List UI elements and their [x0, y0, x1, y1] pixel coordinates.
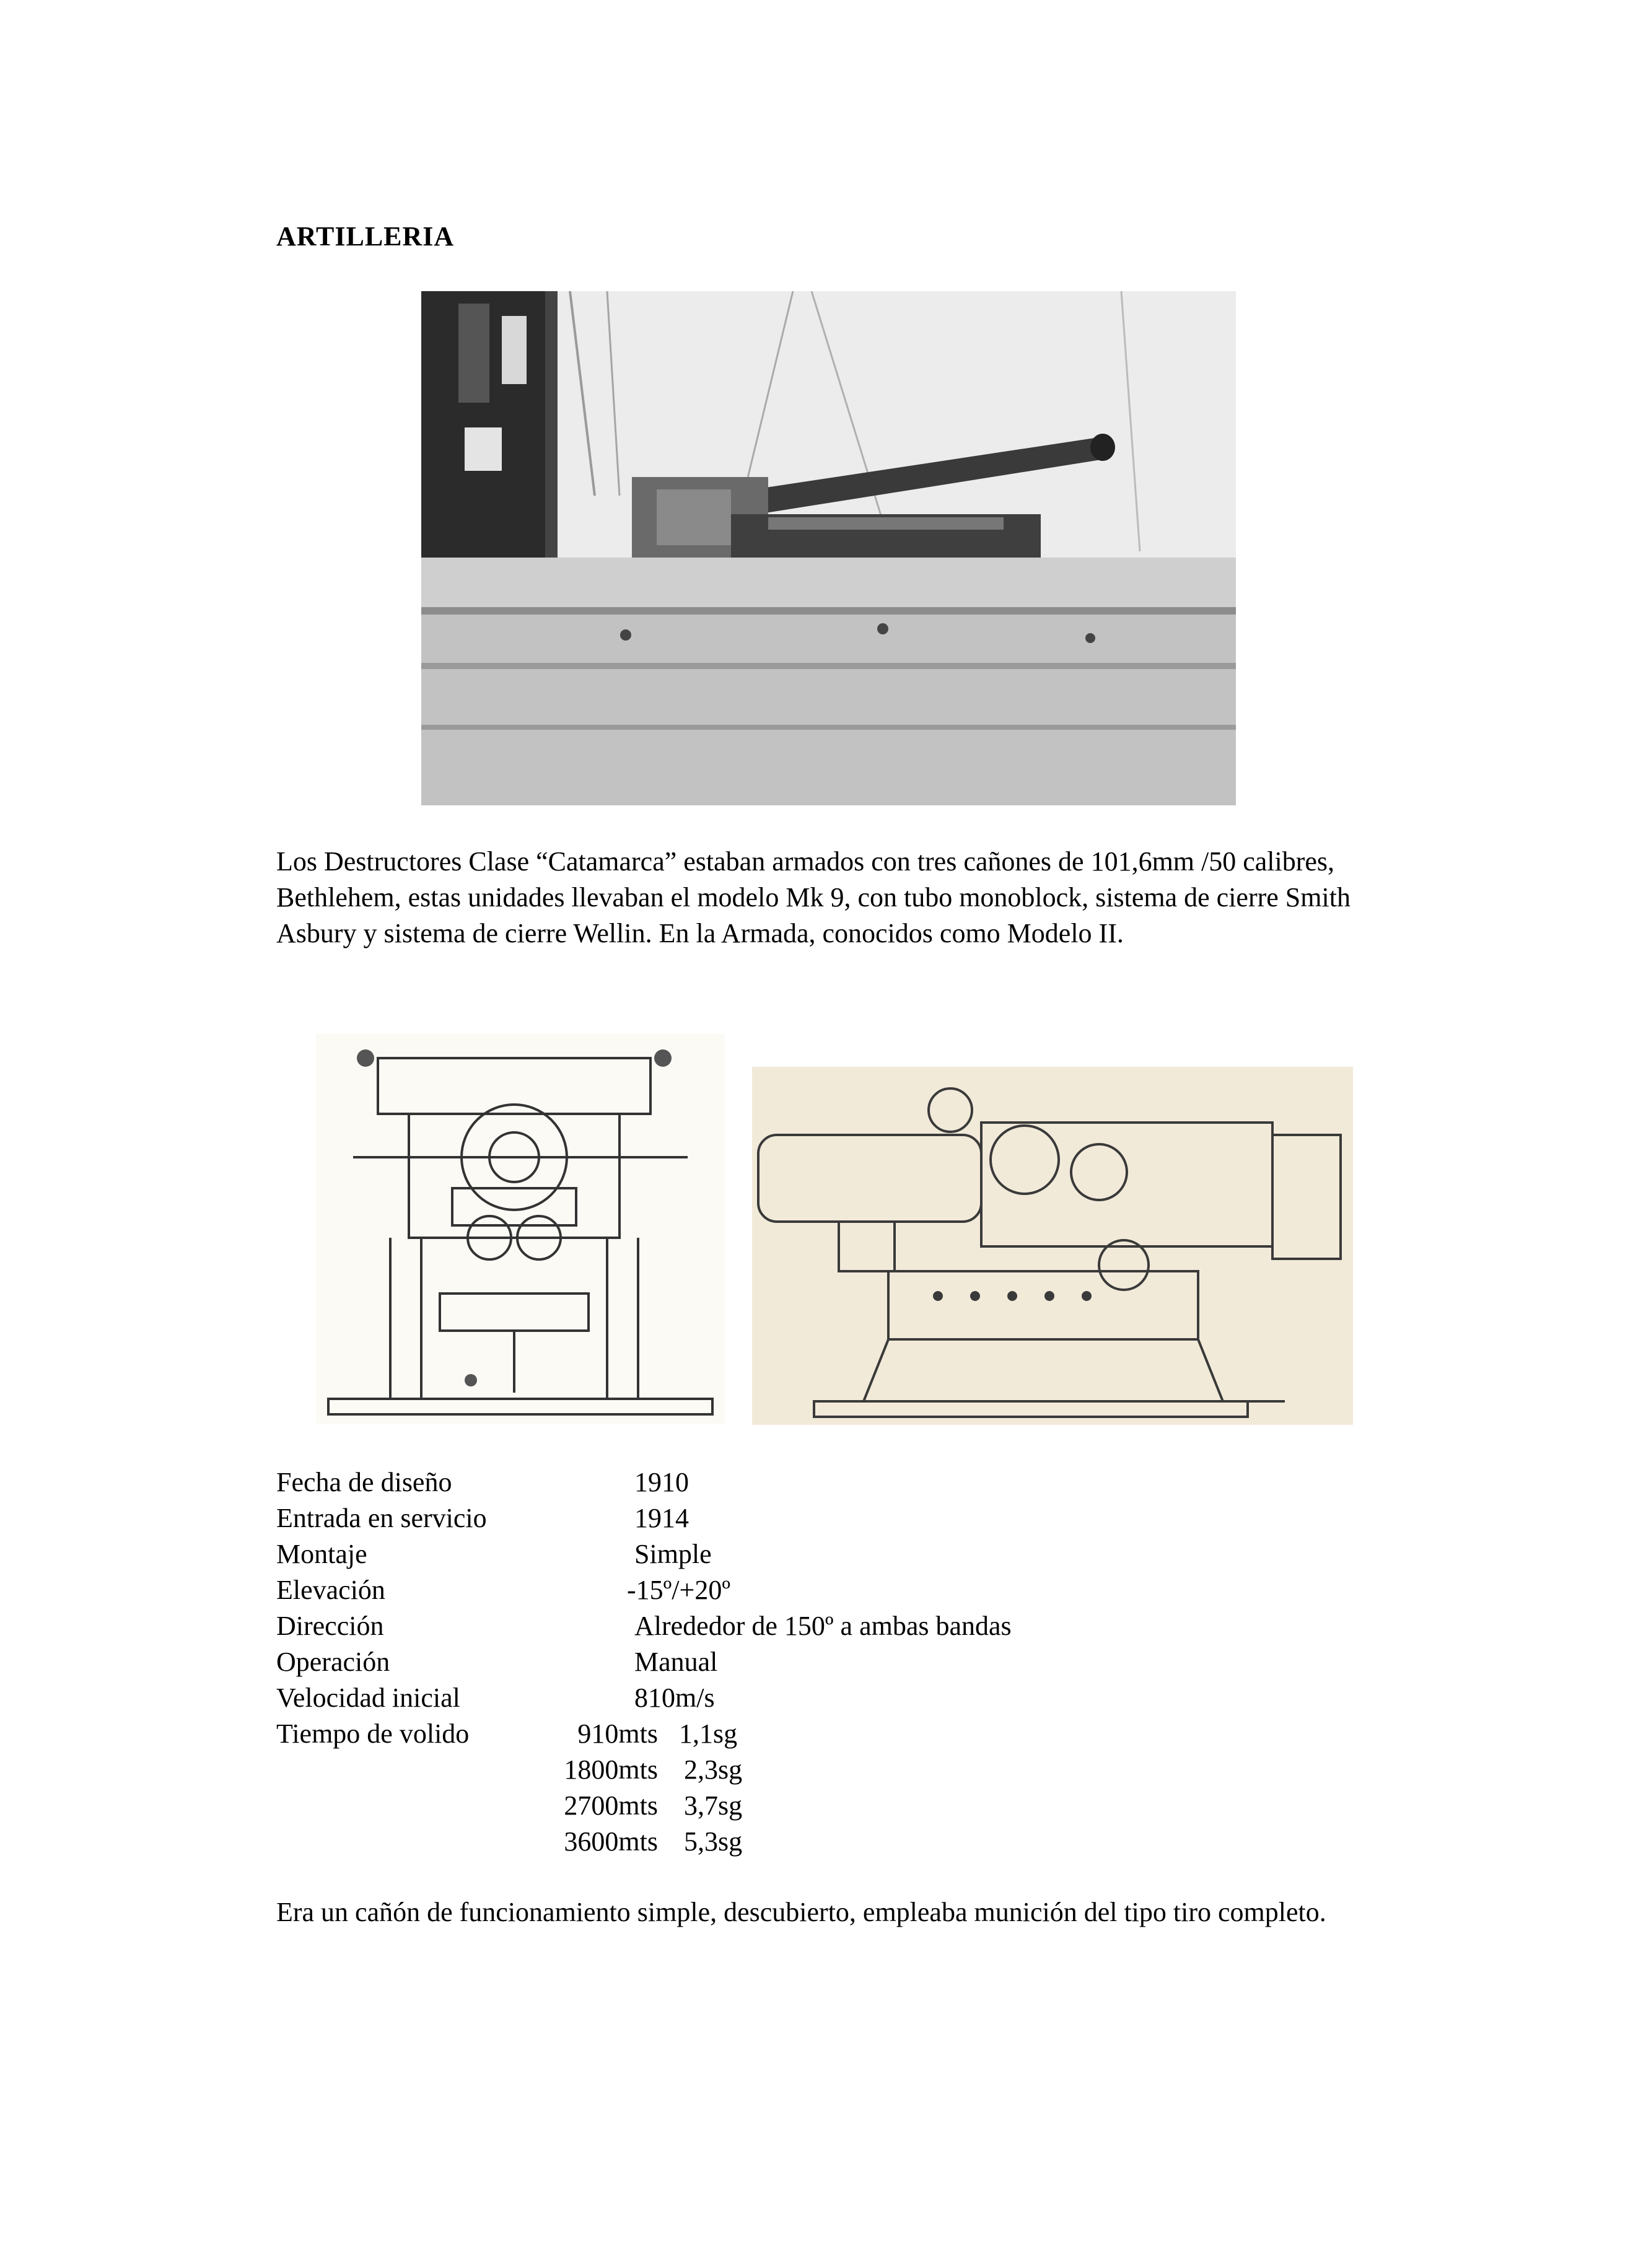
spec-label: Velocidad inicial	[276, 1683, 460, 1713]
spec-row-design-date	[276, 1465, 1267, 1500]
flight-time-row	[276, 1788, 1267, 1824]
spec-label: Montaje	[276, 1539, 367, 1569]
flight-distance: 2700mts	[564, 1790, 658, 1821]
spec-row-muzzle-velocity	[276, 1680, 1267, 1716]
flight-time-row	[276, 1752, 1267, 1788]
spec-row-service-entry	[276, 1500, 1267, 1536]
spec-label: Fecha de diseño	[276, 1467, 452, 1497]
spec-value: -15º/+20º	[627, 1575, 730, 1605]
front-view-graphic	[316, 1033, 725, 1424]
flight-time-row	[276, 1824, 1267, 1860]
spec-row-flight-time	[276, 1716, 1267, 1752]
spec-value: Simple	[634, 1539, 712, 1569]
flight-time-value: 2,3sg	[684, 1754, 743, 1785]
gun-photo	[421, 291, 1236, 805]
spec-value: 810m/s	[634, 1683, 715, 1713]
flight-time-value: 5,3sg	[684, 1826, 743, 1857]
intro-paragraph: Los Destructores Clase “Catamarca” estaban armados con tres cañones de 101,6mm /50 calibres, Bethlehem, estas unidades llevaban el modelo Mk 9, con tubo monoblock, sistema de cierre Smith Asbury y sistema de cierre Wellin. En la Armada, conocidos como Modelo II.	[276, 846, 1351, 948]
spec-row-operation	[276, 1644, 1267, 1680]
flight-distance: 1800mts	[564, 1754, 658, 1785]
spec-value: 1914	[634, 1503, 689, 1533]
spec-label: Elevación	[276, 1575, 385, 1605]
page-heading: ARTILLERIA	[276, 221, 455, 252]
flight-distance: 910mts	[577, 1719, 658, 1749]
closing-paragraph: Era un cañón de funcionamiento simple, descubierto, empleaba munición del tipo tiro completo.	[276, 1897, 1326, 1927]
flight-time-value: 3,7sg	[684, 1790, 743, 1821]
spec-label: Dirección	[276, 1611, 384, 1641]
flight-distance: 3600mts	[564, 1826, 658, 1857]
spec-label: Entrada en servicio	[276, 1503, 487, 1533]
spec-row-direction	[276, 1608, 1267, 1644]
spec-value: Alrededor de 150º a ambas bandas	[634, 1611, 1012, 1641]
spec-label: Tiempo de volido	[276, 1719, 470, 1749]
gun-front-view-drawing	[316, 1033, 725, 1424]
spec-label: Operación	[276, 1647, 390, 1677]
spec-row-elevation	[276, 1572, 1267, 1608]
spec-value: 1910	[634, 1467, 689, 1497]
spec-row-mount	[276, 1536, 1267, 1572]
specifications-list	[276, 1465, 1267, 1860]
spec-value: Manual	[634, 1647, 718, 1677]
flight-time-value: 1,1sg	[679, 1719, 738, 1749]
gun-side-view-drawing	[752, 1067, 1353, 1425]
side-view-graphic	[752, 1067, 1353, 1425]
gun-photo-graphic	[421, 291, 1236, 805]
